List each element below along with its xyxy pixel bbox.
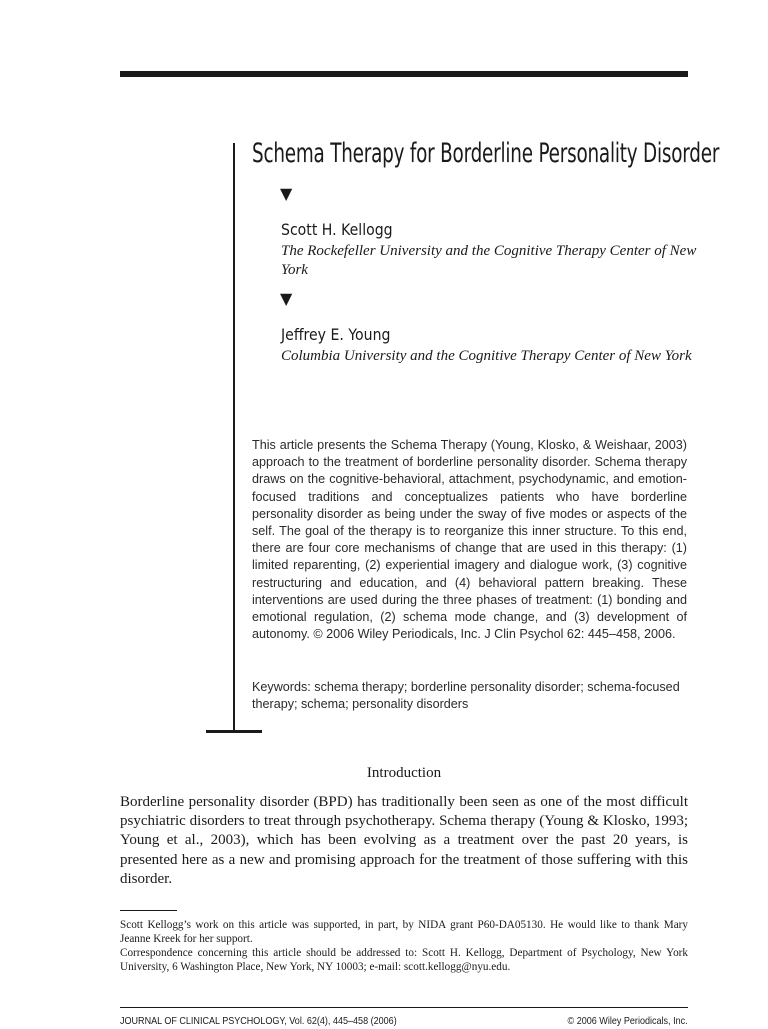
vertical-rule <box>233 143 235 733</box>
article-title: Schema Therapy for Borderline Personality Disorder <box>252 138 720 169</box>
journal-citation: JOURNAL OF CLINICAL PSYCHOLOGY, Vol. 62(4), 445–458 (2006) <box>120 1015 397 1027</box>
author-name: Jeffrey E. Young <box>281 325 391 344</box>
abstract: This article presents the Schema Therapy (Young, Klosko, & Weishaar, 2003) approach to the treatment of borderline personality disorder. Schema therapy draws on the cognitive-behavioral, attachment, psychodynamic, and emotion-focused traditions and conceptualizes patients who have borderline personality disorder as being under the sway of five modes or aspects of the self. The goal of the therapy is to reorganize this inner structure. To this end, there are four core mechanisms of change that are used in this therapy: (1) limited reparenting, (2) experiential imagery and dialogue work, (3) cognitive restructuring and education, and (4) behavioral pattern breaking. These interventions are used during the three phases of treatment: (1) bonding and emotional regulation, (2) schema mode change, and (3) development of autonomy. © 2006 Wiley Periodicals, Inc. J Clin Psychol 62: 445–458, 2006. <box>252 438 687 642</box>
footnote-funding: Scott Kellogg’s work on this article was supported, in part, by NIDA grant P60-DA05130. He would like to thank Mary Jeanne Kreek for her support. <box>120 919 688 945</box>
footnotes <box>120 918 688 974</box>
body-paragraph: Borderline personality disorder (BPD) has traditionally been seen as one of the most difficult psychiatric disorders to treat through psychotherapy. Schema therapy (Young & Klosko, 1993; Young et al., 2003), which has been evolving as a treatment over the past 20 years, is presented here as a new and promising approach for the treatment of those suffering with this disorder. <box>120 794 688 887</box>
separator-triangle-icon: ▼ <box>280 289 293 308</box>
section-heading-introduction: Introduction <box>366 765 442 781</box>
running-footer <box>120 1015 688 1029</box>
author-name: Scott H. Kellogg <box>281 220 393 239</box>
author-affiliation: Columbia University and the Cognitive Therapy Center of New York <box>281 348 692 364</box>
footer-rule <box>120 1007 688 1008</box>
footnote-correspondence: Correspondence concerning this article should be addressed to: Scott H. Kellogg, Department of Psychology, New York University, 6 Washington Place, New York, NY 10003; e-mail: scott.kellogg@nyu.edu. <box>120 947 688 973</box>
keywords: Keywords: schema therapy; borderline personality disorder; schema-focused therapy; schema; personality disorders <box>252 680 680 712</box>
copyright: © 2006 Wiley Periodicals, Inc. <box>567 1015 688 1027</box>
author-affiliation: The Rockefeller University and the Cognitive Therapy Center of New York <box>281 243 697 278</box>
separator-triangle-icon: ▼ <box>280 184 293 203</box>
vertical-rule-foot <box>206 730 262 733</box>
top-rule <box>120 71 688 77</box>
footnote-rule <box>120 910 177 911</box>
